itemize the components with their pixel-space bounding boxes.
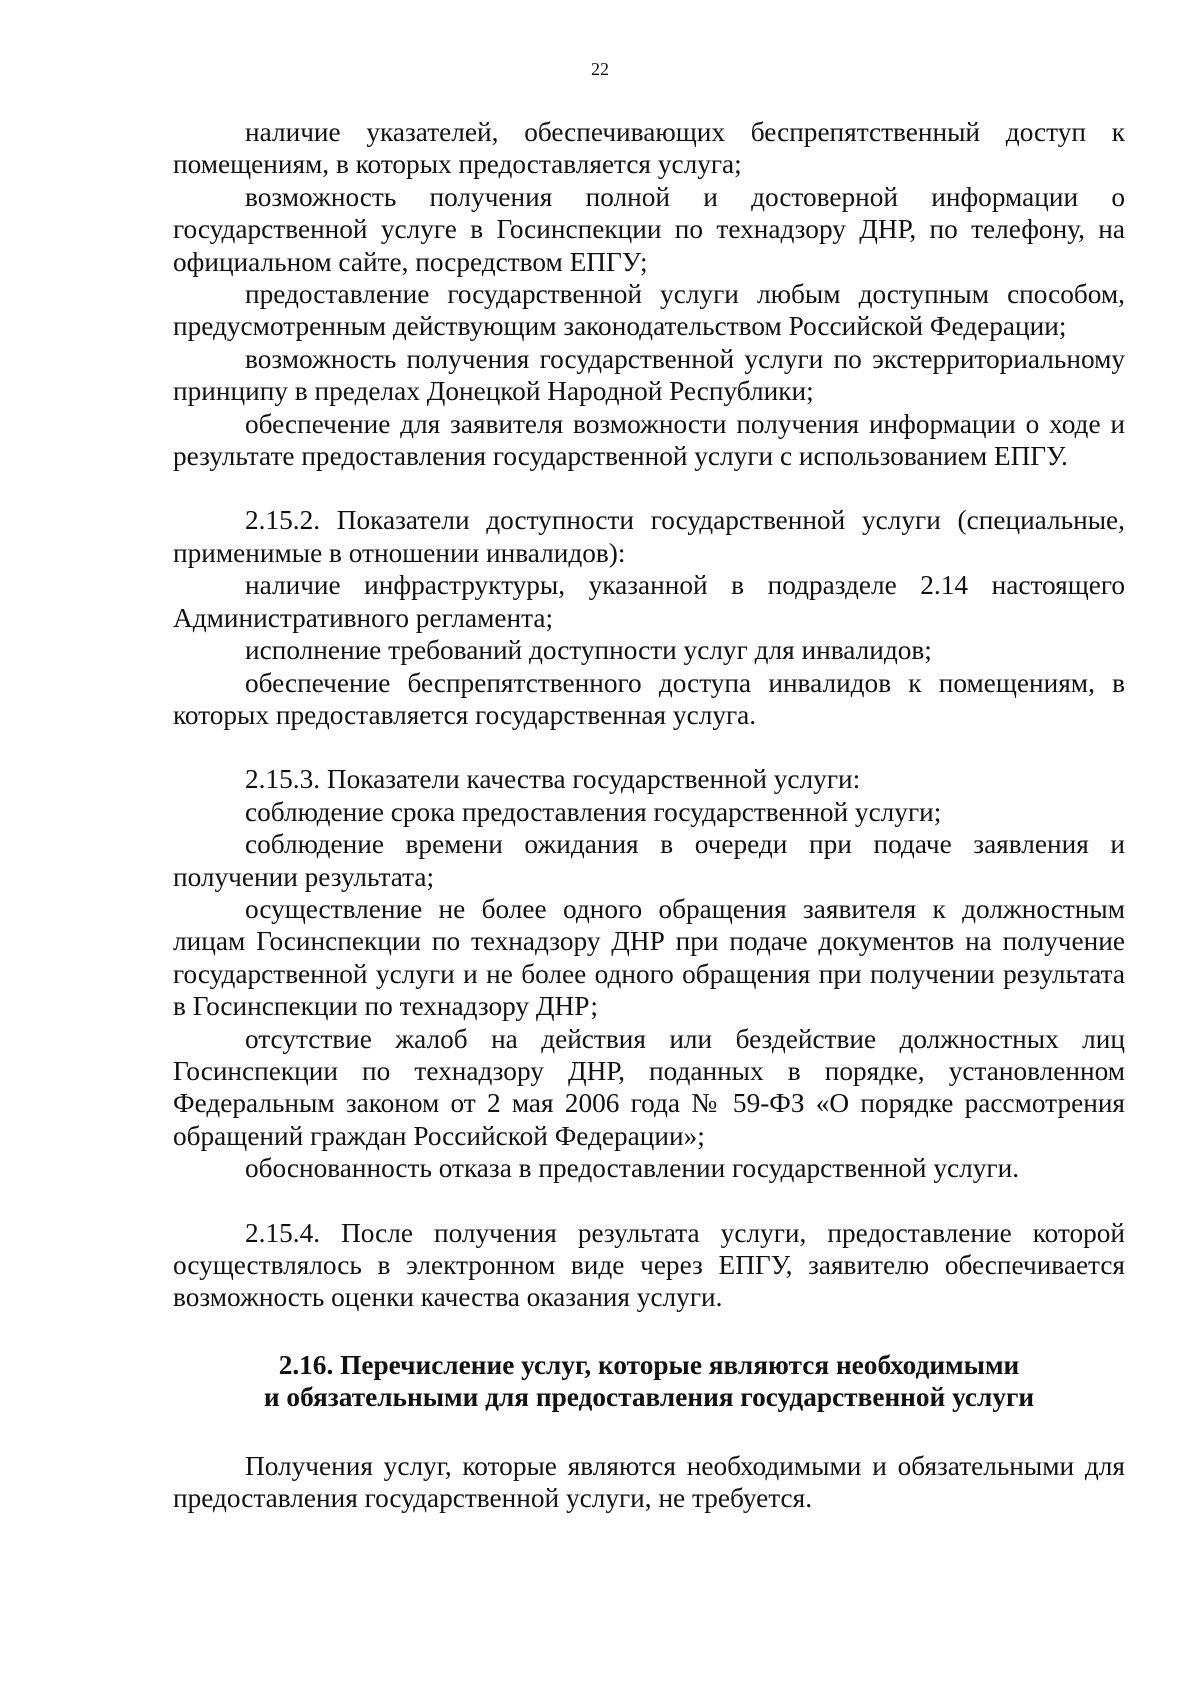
- section-heading-line: 2.16. Перечисление услуг, которые являются необходимыми: [278, 1349, 1020, 1380]
- paragraph: обоснованность отказа в предоставлении государственной услуги.: [245, 1153, 1020, 1184]
- page-number: 22: [591, 59, 609, 79]
- paragraph: предоставление государственной услуги любым доступным способом, предусмотренным действующим законодательством Российской Федерации;: [173, 279, 1125, 342]
- paragraph: соблюдение времени ожидания в очереди при подаче заявления и получении результата;: [173, 829, 1125, 892]
- paragraph: соблюдение срока предоставления государственной услуги;: [245, 796, 942, 827]
- paragraph: обеспечение для заявителя возможности получения информации о ходе и результате предоставления государственной услуги с использованием ЕПГУ.: [173, 408, 1125, 472]
- document-body: [173, 116, 1125, 1514]
- section-heading-2-16: [173, 1349, 1125, 1414]
- paragraph: наличие указателей, обеспечивающих беспрепятственный доступ к помещениям, в которых предоставляется услуга;: [173, 117, 1125, 180]
- paragraph-2-15-4: 2.15.4. После получения результата услуги, предоставление которой осуществлялось в электронном виде через ЕПГУ, заявителю обеспечивается возможность оценки качества оказания услуги.: [173, 1217, 1125, 1313]
- paragraph-2-15-3: 2.15.3. Показатели качества государственной услуги:: [245, 764, 861, 795]
- paragraph: обеспечение беспрепятственного доступа инвалидов к помещениям, в которых предоставляется государственная услуга.: [173, 667, 1125, 730]
- paragraph: возможность получения полной и достоверной информации о государственной услуге в Госинспекции по технадзору ДНР, по телефону, на официальном сайте, посредством ЕПГУ;: [173, 181, 1125, 277]
- paragraph: отсутствие жалоб на действия или бездействие должностных лиц Госинспекции по технадзору ДНР, поданных в порядке, установленном Федеральным законом от 2 мая 2006 года № 59-ФЗ «О порядке рассмотрения обращений граждан Российской Федерации»;: [173, 1023, 1125, 1151]
- paragraph: Получения услуг, которые являются необходимыми и обязательными для предоставления государственной услуги, не требуется.: [173, 1450, 1125, 1514]
- section-heading-line: и обязательными для предоставления государственной услуги: [263, 1382, 1035, 1413]
- paragraph: осуществление не более одного обращения заявителя к должностным лицам Госинспекции по технадзору ДНР при подаче документов на получение государственной услуги и не более одного обращения при получении результата в Госинспекции по технадзору ДНР;: [173, 893, 1125, 1022]
- paragraph: исполнение требований доступности услуг для инвалидов;: [245, 635, 932, 666]
- paragraph-2-15-2: 2.15.2. Показатели доступности государственной услуги (специальные, применимые в отношении инвалидов):: [173, 505, 1125, 568]
- paragraph: возможность получения государственной услуги по экстерриториальному принципу в пределах Донецкой Народной Республики;: [173, 343, 1125, 407]
- paragraph: наличие инфраструктуры, указанной в подразделе 2.14 настоящего Административного регламента;: [173, 570, 1125, 633]
